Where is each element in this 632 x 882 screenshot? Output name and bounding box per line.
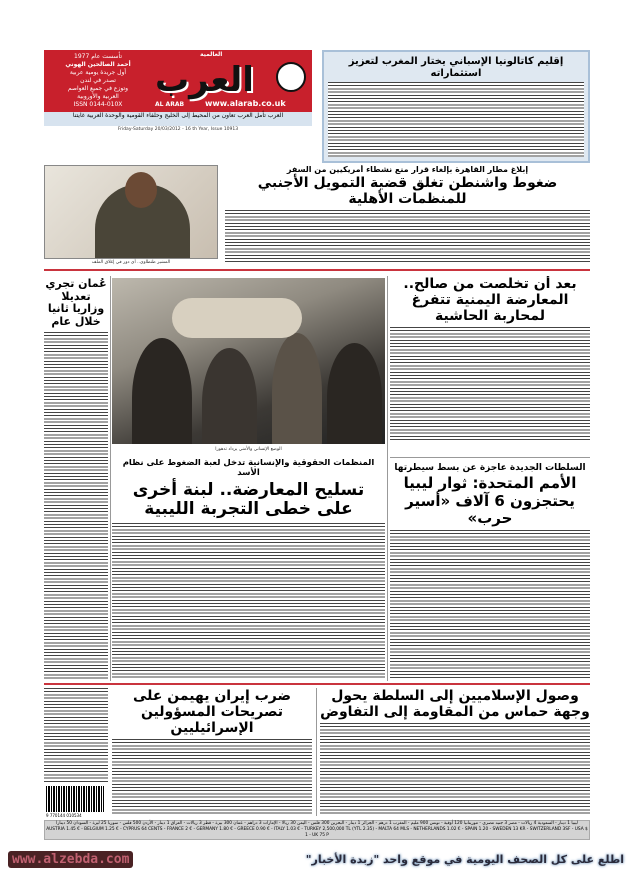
oman-headline[interactable]: عُمان تجري تعديلا وزاريا ثانيا خلال عام bbox=[45, 278, 107, 328]
hamas-article-text bbox=[320, 723, 590, 816]
founder-line: وتوزع في جميع العواصم bbox=[67, 85, 129, 92]
yemen-article-text bbox=[390, 327, 590, 442]
founder-line: أحمد الصالحين الهوني bbox=[65, 61, 131, 68]
center-photo-caption: الوضع الإنساني والأمني يزداد تدهورا bbox=[215, 447, 282, 452]
founder-line: العربية والأوروبية bbox=[77, 93, 119, 100]
syria-kicker: المنظمات الحقوقية والإنسانية تدخل لعبة الضغوط على نظام الأسد bbox=[122, 459, 375, 478]
column-rule bbox=[387, 276, 388, 681]
lead-headline[interactable]: ضغوط واشنطن تغلق قضية التمويل الأجنبي للمنظمات الأهلية bbox=[257, 175, 558, 208]
prices-arabic: ليبيا 1 دينار - السعودية 4 ريالات - مصر 3 جنيه مصري - موريتانيا 120 أوقية - تونس 900 مليم - المغرب 1 درهم - الجزائر 1 دينار - البحرين 300 فلس - اليمن 30 ريالا - الإمارات 3 دراهم - عمان 300 بيزة - قطر 3 ريالات - العراق 1 دينار - الأردن 500 فلس - سوريا 25 ليرة - السودان 50 دينارا bbox=[56, 821, 578, 826]
prices-latin: AUSTRIA 1.45 € - BELGIUM 1.25 € - CYPRUS 64 CENTS - FRANCE 2 € - GERMANY 1.80 € - GREECE 0.90 € - ITALY 1.03 € - TURKEY 2,500,000 TL (YTL 2.35) - MALTA 64 MLS - NETHERLANDS 1.02 € - SPAIN 1.20 - SWEDEN 13 KR - SWITZERLAND 3SF - USA $ 1 - UK 75 P bbox=[46, 827, 588, 838]
syria-article-text bbox=[112, 523, 385, 680]
newspaper-logo: العرب bbox=[155, 60, 254, 100]
hamas-headline[interactable]: وصول الإسلاميين إلى السلطة يحول وجهة حماس من المقاومة إلى التفاوض bbox=[320, 688, 590, 721]
syria-headline[interactable]: تسليح المعارضة.. لبنة أخرى على خطى التجربة الليبية bbox=[132, 479, 365, 520]
barcode bbox=[46, 786, 104, 812]
founder-line: تصدر في لندن bbox=[80, 77, 116, 84]
globe-icon bbox=[276, 62, 306, 92]
dateline: Friday-Saturday 20/03/2012 - 16 th Year, Issue 10913 bbox=[117, 127, 239, 132]
lead-story bbox=[225, 165, 590, 262]
iran-story bbox=[112, 688, 312, 816]
slogan: العرب تأمل العرب تعاون من المحيط إلى الخليج وحلفاء القومية والوحدة العربية غايتنا bbox=[44, 112, 312, 126]
iran-article-text bbox=[112, 739, 312, 816]
libya-kicker: السلطات الجديدة عاجزة عن بسط سيطرتها bbox=[394, 463, 586, 473]
oman-article-text bbox=[44, 332, 108, 680]
top-story-title: إقليم كاتالونيا الإسباني يختار المغرب لتعزيز استثماراته bbox=[348, 56, 564, 79]
divider bbox=[390, 457, 590, 458]
column-rule bbox=[110, 276, 111, 681]
lead-photo-caption: المشير طنطاوي.. أي دور في إغلاق الملف bbox=[91, 260, 171, 265]
libya-story bbox=[390, 463, 590, 680]
section-divider bbox=[44, 683, 590, 685]
column-rule bbox=[316, 688, 317, 816]
yemen-story bbox=[390, 276, 590, 442]
libya-article-text bbox=[390, 530, 590, 680]
brief-article-text bbox=[44, 688, 108, 782]
syria-story bbox=[112, 459, 385, 680]
founder-info bbox=[48, 53, 148, 109]
article-text bbox=[328, 82, 584, 157]
website-url[interactable]: www.alarab.co.uk bbox=[205, 99, 286, 108]
price-strip bbox=[44, 820, 590, 840]
footer-promo: اطلع على كل الصحف اليومية في موقع واحد "زبدة الأخبار" bbox=[305, 853, 624, 866]
barcode-number: 9 770144 010534 bbox=[46, 813, 82, 818]
lead-kicker: إبلاغ مطار القاهرة بإلغاء قرار منع نشطاء أمريكيين من السفر bbox=[286, 165, 529, 174]
logo-sub: العالمية bbox=[200, 51, 223, 58]
founder-line: ISSN 0144-010X bbox=[73, 101, 123, 108]
libya-headline[interactable]: الأمم المتحدة: ثوار ليبيا يحتجزون 6 آلاف «أسير حرب» bbox=[403, 474, 577, 527]
oman-story bbox=[44, 278, 108, 680]
founder-line: تأسست عام 1977 bbox=[74, 53, 122, 60]
section-divider bbox=[44, 269, 590, 271]
lead-article-text bbox=[225, 210, 590, 262]
center-photo bbox=[112, 278, 385, 444]
iran-headline[interactable]: ضرب إيران يهيمن على تصريحات المسؤولين الإسرائيليين bbox=[132, 688, 292, 737]
logo-latin: AL ARAB bbox=[155, 101, 185, 108]
founder-line: أول جريدة يومية عربية bbox=[69, 69, 127, 76]
top-story-box[interactable] bbox=[322, 50, 590, 163]
hamas-story bbox=[320, 688, 590, 816]
yemen-headline[interactable]: بعد أن تخلصت من صالح.. المعارضة اليمنية تتفرغ لمحاربة الحاشية bbox=[403, 276, 577, 325]
footer-url[interactable]: www.alzebda.com bbox=[8, 851, 133, 868]
lead-photo bbox=[44, 165, 218, 259]
